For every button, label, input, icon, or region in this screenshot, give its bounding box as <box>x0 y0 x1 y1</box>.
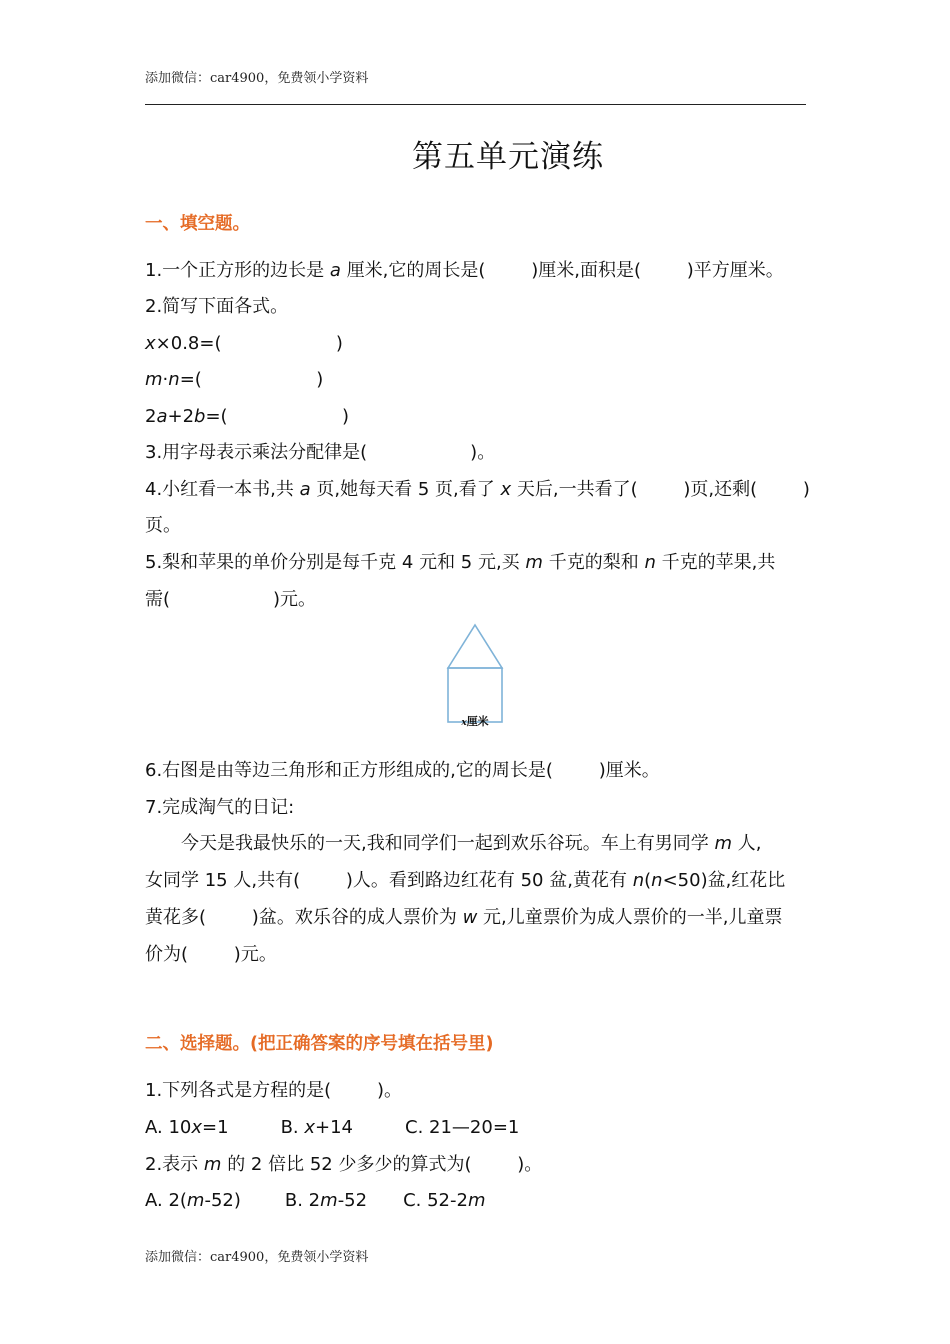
question-1-6: 6.右图是由等边三角形和正方形组成的,它的周长是( )厘米。 <box>145 760 660 781</box>
question-1-4-cont: 页。 <box>145 515 181 536</box>
question-1-2: 2.简写下面各式。 <box>145 296 289 317</box>
question-1-5-cont: 需( )元。 <box>145 589 317 610</box>
expression-3: 2a+2b=( ) <box>145 406 350 427</box>
page-title: 第五单元演练 <box>412 139 604 175</box>
question-2-1: 1.下列各式是方程的是( )。 <box>145 1080 402 1101</box>
question-2-1-options <box>145 1115 519 1141</box>
option-c: C. 21—20=1 <box>405 1117 520 1138</box>
expression-1: x×0.8=( ) <box>145 333 343 354</box>
option-c: C. 52-2m <box>403 1190 486 1211</box>
option-a: A. 2(m-52) <box>145 1190 241 1211</box>
option-b: B. x+14 <box>280 1117 354 1138</box>
diary-line-4: 价为( )元。 <box>145 944 277 965</box>
option-b: B. 2m-52 <box>284 1190 368 1211</box>
question-1-1: 1.一个正方形的边长是 a 厘米,它的周长是( )厘米,面积是( )平方厘米。 <box>145 260 784 281</box>
watermark-bottom: 添加微信：car4900，免费领小学资料 <box>145 1250 369 1265</box>
section-heading-multiple-choice: 二、选择题。(把正确答案的序号填在括号里) <box>145 1034 494 1054</box>
question-1-7: 7.完成淘气的日记: <box>145 797 295 818</box>
question-1-5: 5.梨和苹果的单价分别是每千克 4 元和 5 元,买 m 千克的梨和 n 千克的苹果,共 <box>145 552 776 573</box>
question-2-2: 2.表示 m 的 2 倍比 52 少多少的算式为( )。 <box>145 1154 543 1175</box>
diary-line-2: 女同学 15 人,共有( )人。看到路边红花有 50 盆,黄花有 n(n<50)盆,红花比 <box>145 870 786 891</box>
expression-2: m·n=( ) <box>145 369 324 390</box>
option-a: A. 10x=1 <box>145 1117 229 1138</box>
header-rule <box>145 104 806 105</box>
diary-line-1: 今天是我最快乐的一天,我和同学们一起到欢乐谷玩。车上有男同学 m 人, <box>181 833 762 854</box>
question-1-3: 3.用字母表示乘法分配律是( )。 <box>145 442 496 463</box>
watermark-top: 添加微信：car4900，免费领小学资料 <box>145 71 369 86</box>
square <box>448 668 502 722</box>
section-heading-fill-in: 一、填空题。 <box>145 214 250 234</box>
house-shape-figure <box>440 620 510 732</box>
side-length-label: x厘米 <box>461 715 489 728</box>
equilateral-triangle <box>448 625 502 668</box>
diary-line-3: 黄花多( )盆。欢乐谷的成人票价为 w 元,儿童票价为成人票价的一半,儿童票 <box>145 907 783 928</box>
question-1-4: 4.小红看一本书,共 a 页,她每天看 5 页,看了 x 天后,一共看了( )页,还剩( ) <box>145 479 810 500</box>
question-2-2-options <box>145 1188 486 1214</box>
